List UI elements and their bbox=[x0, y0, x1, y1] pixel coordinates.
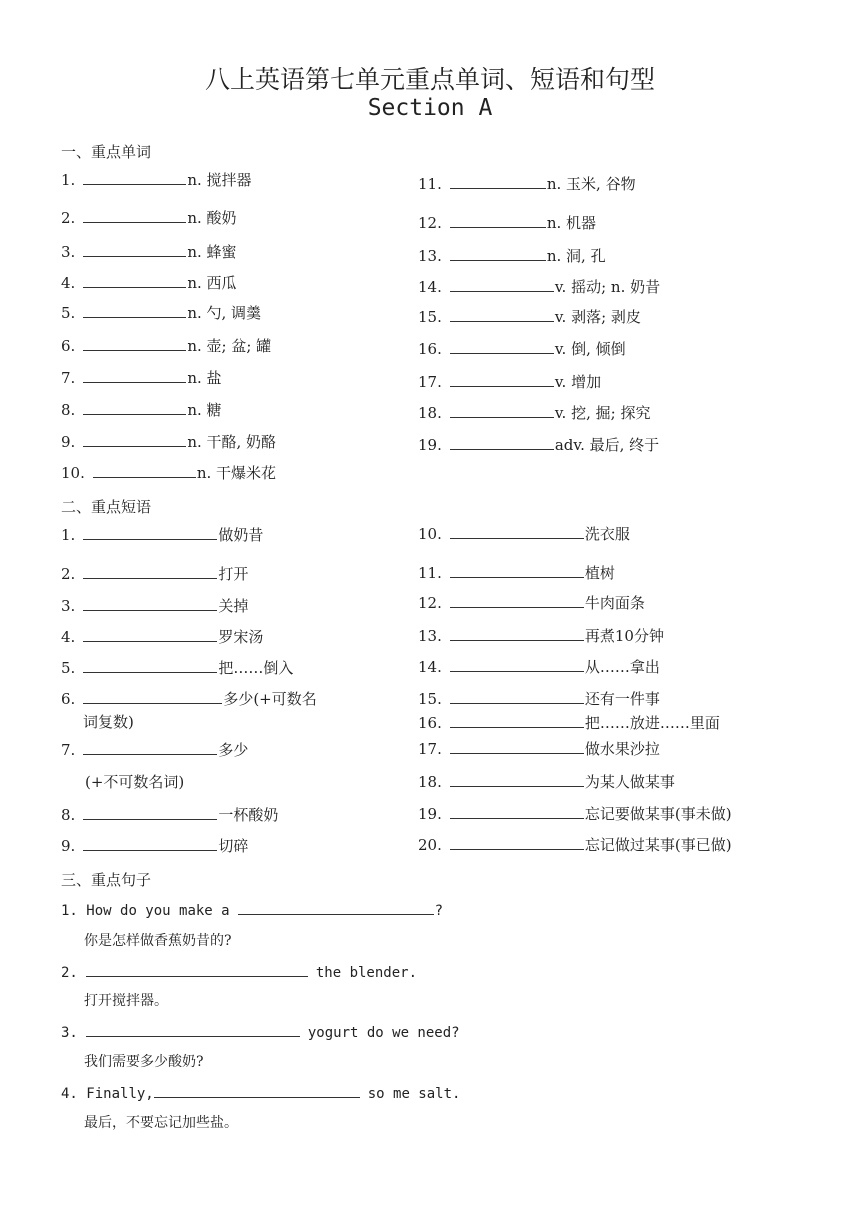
phrase-item bbox=[61, 837, 248, 855]
item-text: v. 增加 bbox=[554, 373, 602, 391]
answer-blank[interactable] bbox=[83, 171, 186, 185]
item-text: 把……倒入 bbox=[218, 659, 294, 677]
item-number: 14. bbox=[418, 658, 442, 676]
answer-blank[interactable] bbox=[83, 401, 186, 415]
item-number: 3. bbox=[61, 1025, 78, 1041]
item-number: 9. bbox=[61, 433, 76, 451]
answer-blank[interactable] bbox=[83, 304, 186, 318]
item-number: 7. bbox=[61, 369, 76, 387]
item-text: 切碎 bbox=[218, 837, 249, 855]
answer-blank[interactable] bbox=[238, 901, 434, 915]
phrase-item-continuation: (+不可数名词) bbox=[85, 773, 185, 791]
item-number: 4. bbox=[61, 274, 76, 292]
item-text: 多少(+可数名 bbox=[223, 690, 317, 708]
phrase-item bbox=[61, 565, 248, 583]
phrase-item bbox=[418, 805, 732, 823]
sentence-item bbox=[61, 901, 443, 920]
item-number: 17. bbox=[418, 740, 442, 758]
word-item bbox=[418, 247, 606, 265]
item-number: 16. bbox=[418, 340, 442, 358]
page-subtitle: Section A bbox=[367, 95, 493, 121]
sentence-item bbox=[61, 1084, 460, 1103]
item-number: 9. bbox=[61, 837, 76, 855]
phrase-item bbox=[418, 525, 630, 543]
item-text: n. 盐 bbox=[187, 369, 222, 387]
item-text: 忘记做过某事(事已做) bbox=[584, 836, 732, 854]
answer-blank[interactable] bbox=[86, 963, 308, 977]
sentence-translation: 我们需要多少酸奶? bbox=[84, 1054, 204, 1070]
word-item bbox=[61, 369, 222, 387]
phrase-item bbox=[61, 659, 293, 677]
answer-blank[interactable] bbox=[83, 369, 186, 383]
item-text: 多少 bbox=[218, 741, 249, 759]
item-text: 再煮10分钟 bbox=[584, 627, 664, 645]
answer-blank[interactable] bbox=[450, 404, 554, 418]
answer-blank[interactable] bbox=[450, 175, 546, 189]
item-text: n. 干爆米花 bbox=[196, 464, 277, 482]
item-text: n. 蜂蜜 bbox=[187, 243, 237, 261]
item-text: 打开 bbox=[218, 565, 249, 583]
answer-blank[interactable] bbox=[450, 214, 546, 228]
phrase-item bbox=[418, 690, 660, 708]
item-number: 18. bbox=[418, 773, 442, 791]
answer-blank[interactable] bbox=[83, 526, 217, 540]
word-item bbox=[418, 214, 596, 232]
word-item bbox=[61, 337, 271, 355]
item-number: 3. bbox=[61, 243, 76, 261]
item-text: n. 搅拌器 bbox=[187, 171, 252, 189]
item-number: 13. bbox=[418, 627, 442, 645]
answer-blank[interactable] bbox=[86, 1023, 300, 1037]
answer-blank[interactable] bbox=[450, 690, 584, 704]
phrase-item bbox=[418, 627, 664, 645]
answer-blank[interactable] bbox=[450, 627, 584, 641]
item-number: 4. bbox=[61, 1086, 78, 1102]
item-number: 6. bbox=[61, 690, 76, 708]
item-text: v. 挖, 掘; 探究 bbox=[554, 404, 651, 422]
item-text: 罗宋汤 bbox=[218, 628, 264, 646]
item-text: 做奶昔 bbox=[218, 526, 264, 544]
item-number: 1. bbox=[61, 526, 76, 544]
item-number: 4. bbox=[61, 628, 76, 646]
item-number: 12. bbox=[418, 214, 442, 232]
answer-blank[interactable] bbox=[450, 773, 584, 787]
phrase-item bbox=[418, 658, 660, 676]
item-text: n. 西瓜 bbox=[187, 274, 237, 292]
answer-blank[interactable] bbox=[450, 805, 584, 819]
word-item bbox=[418, 404, 650, 422]
item-number: 15. bbox=[418, 308, 442, 326]
item-text: 牛肉面条 bbox=[584, 594, 645, 612]
item-number: 8. bbox=[61, 401, 76, 419]
item-text: n. 洞, 孔 bbox=[546, 247, 606, 265]
item-text: n. 干酪, 奶酪 bbox=[187, 433, 277, 451]
item-number: 2. bbox=[61, 965, 78, 981]
answer-blank[interactable] bbox=[83, 628, 217, 642]
word-item bbox=[418, 175, 636, 193]
phrase-item bbox=[61, 741, 248, 759]
item-number: 18. bbox=[418, 404, 442, 422]
sentence-suffix: yogurt do we need? bbox=[307, 1025, 460, 1041]
word-item bbox=[418, 340, 626, 358]
sentence-translation: 最后，不要忘记加些盐。 bbox=[84, 1115, 238, 1131]
item-text: 忘记要做某事(事未做) bbox=[584, 805, 732, 823]
item-text: n. 玉米, 谷物 bbox=[546, 175, 636, 193]
sentence-prefix: How do you make a bbox=[86, 903, 230, 919]
item-number: 7. bbox=[61, 741, 76, 759]
item-number: 17. bbox=[418, 373, 442, 391]
answer-blank[interactable] bbox=[83, 274, 186, 288]
phrase-item bbox=[418, 714, 720, 732]
phrase-item bbox=[61, 628, 263, 646]
phrase-item bbox=[418, 594, 645, 612]
answer-blank[interactable] bbox=[83, 209, 186, 223]
phrase-item bbox=[61, 526, 263, 544]
word-item bbox=[418, 436, 659, 454]
word-item bbox=[61, 464, 276, 482]
answer-blank[interactable] bbox=[83, 597, 217, 611]
item-number: 19. bbox=[418, 805, 442, 823]
item-number: 16. bbox=[418, 714, 442, 732]
sentence-translation: 打开搅拌器。 bbox=[84, 993, 168, 1009]
item-text: n. 酸奶 bbox=[187, 209, 237, 227]
answer-blank[interactable] bbox=[450, 308, 554, 322]
sentence-item bbox=[61, 1023, 460, 1042]
answer-blank[interactable] bbox=[450, 436, 554, 450]
word-item bbox=[61, 171, 252, 189]
item-text: adv. 最后, 终于 bbox=[554, 436, 660, 454]
answer-blank[interactable] bbox=[83, 690, 222, 704]
item-number: 2. bbox=[61, 209, 76, 227]
item-number: 3. bbox=[61, 597, 76, 615]
phrase-item bbox=[418, 773, 675, 791]
item-text: 把……放进……里面 bbox=[584, 714, 720, 732]
answer-blank[interactable] bbox=[450, 836, 584, 850]
word-item bbox=[61, 209, 237, 227]
item-text: v. 摇动; n. 奶昔 bbox=[554, 278, 661, 296]
item-text: 还有一件事 bbox=[584, 690, 660, 708]
item-number: 12. bbox=[418, 594, 442, 612]
phrase-item bbox=[61, 690, 317, 708]
section-heading-words: 一、重点单词 bbox=[61, 143, 152, 161]
item-number: 1. bbox=[61, 171, 76, 189]
item-text: 为某人做某事 bbox=[584, 773, 675, 791]
item-number: 1. bbox=[61, 903, 78, 919]
item-number: 10. bbox=[418, 525, 442, 543]
phrase-item-continuation: 词复数) bbox=[83, 713, 134, 731]
item-number: 19. bbox=[418, 436, 442, 454]
phrase-item bbox=[61, 806, 278, 824]
answer-blank[interactable] bbox=[450, 714, 584, 728]
sentence-item bbox=[61, 963, 417, 982]
phrase-item bbox=[418, 564, 615, 582]
item-text: n. 机器 bbox=[546, 214, 597, 232]
answer-blank[interactable] bbox=[450, 594, 584, 608]
answer-blank[interactable] bbox=[450, 340, 554, 354]
page-title: 八上英语第七单元重点单词、短语和句型 bbox=[204, 65, 655, 94]
sentence-suffix: the blender. bbox=[315, 965, 418, 981]
word-item bbox=[61, 304, 261, 322]
item-number: 10. bbox=[61, 464, 85, 482]
answer-blank[interactable] bbox=[83, 806, 217, 820]
answer-blank[interactable] bbox=[450, 525, 584, 539]
answer-blank[interactable] bbox=[83, 837, 217, 851]
word-item bbox=[61, 433, 276, 451]
word-item bbox=[418, 308, 641, 326]
word-item bbox=[61, 274, 237, 292]
answer-blank[interactable] bbox=[83, 243, 186, 257]
sentence-suffix: so me salt. bbox=[367, 1086, 461, 1102]
answer-blank[interactable] bbox=[450, 373, 554, 387]
item-text: 植树 bbox=[584, 564, 615, 582]
item-text: 关掉 bbox=[218, 597, 249, 615]
answer-blank[interactable] bbox=[450, 278, 554, 292]
answer-blank[interactable] bbox=[450, 658, 584, 672]
section-heading-phrases: 二、重点短语 bbox=[61, 498, 152, 516]
item-number: 8. bbox=[61, 806, 76, 824]
item-text: n. 勺, 调羹 bbox=[187, 304, 262, 322]
item-number: 11. bbox=[418, 175, 442, 193]
item-number: 2. bbox=[61, 565, 76, 583]
section-heading-sentences: 三、重点句子 bbox=[61, 871, 152, 889]
word-item bbox=[418, 373, 601, 391]
item-text: 做水果沙拉 bbox=[584, 740, 660, 758]
item-number: 13. bbox=[418, 247, 442, 265]
item-text: v. 剥落; 剥皮 bbox=[554, 308, 641, 326]
answer-blank[interactable] bbox=[450, 740, 584, 754]
word-item bbox=[418, 278, 660, 296]
item-text: 洗衣服 bbox=[584, 525, 630, 543]
answer-blank[interactable] bbox=[450, 247, 546, 261]
answer-blank[interactable] bbox=[93, 464, 196, 478]
item-text: n. 糖 bbox=[187, 401, 222, 419]
phrase-item bbox=[418, 836, 732, 854]
item-number: 5. bbox=[61, 304, 76, 322]
phrase-item bbox=[418, 740, 660, 758]
item-number: 11. bbox=[418, 564, 442, 582]
sentence-prefix: Finally, bbox=[86, 1086, 154, 1102]
answer-blank[interactable] bbox=[154, 1084, 360, 1098]
item-number: 6. bbox=[61, 337, 76, 355]
item-text: 一杯酸奶 bbox=[218, 806, 279, 824]
answer-blank[interactable] bbox=[83, 433, 186, 447]
item-number: 14. bbox=[418, 278, 442, 296]
answer-blank[interactable] bbox=[83, 659, 217, 673]
answer-blank[interactable] bbox=[83, 337, 186, 351]
item-number: 20. bbox=[418, 836, 442, 854]
item-text: n. 壶; 盆; 罐 bbox=[187, 337, 272, 355]
item-text: 从……拿出 bbox=[584, 658, 660, 676]
phrase-item bbox=[61, 597, 248, 615]
item-number: 5. bbox=[61, 659, 76, 677]
item-number: 15. bbox=[418, 690, 442, 708]
sentence-translation: 你是怎样做香蕉奶昔的? bbox=[84, 933, 232, 949]
answer-blank[interactable] bbox=[450, 564, 584, 578]
word-item bbox=[61, 401, 222, 419]
answer-blank[interactable] bbox=[83, 565, 217, 579]
word-item bbox=[61, 243, 237, 261]
item-text: v. 倒, 倾倒 bbox=[554, 340, 626, 358]
answer-blank[interactable] bbox=[83, 741, 217, 755]
sentence-suffix: ? bbox=[434, 903, 444, 919]
